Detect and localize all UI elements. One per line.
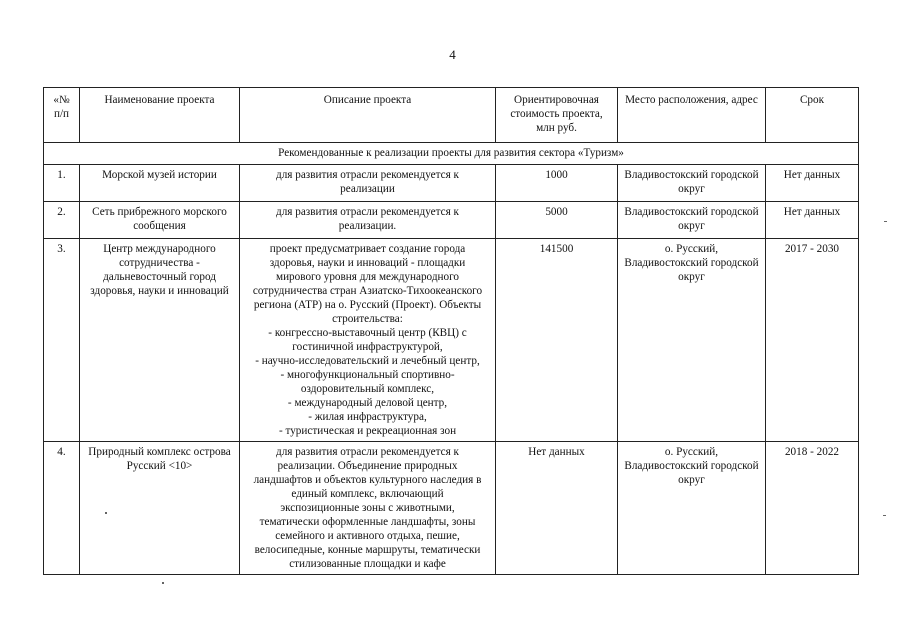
description-line: региона (АТР) на о. Русский (Проект). Объекты xyxy=(253,299,482,311)
header-description: Описание проекта xyxy=(240,88,496,143)
scan-speck xyxy=(162,582,164,584)
description-line: гостиничной инфраструктурой, xyxy=(292,341,443,353)
row-location: Владивостокский городской округ xyxy=(618,202,766,239)
row-location: о. Русский, Владивостокский городской округ xyxy=(618,442,766,575)
description-line: для развития отрасли рекомендуется к xyxy=(276,446,459,458)
description-line: - туристическая и рекреационная зон xyxy=(278,425,457,437)
row-num: 4. xyxy=(44,442,80,575)
row-cost: 1000 xyxy=(496,165,618,202)
description-line: мирового уровня для международного xyxy=(275,271,460,283)
row-term: 2017 - 2030 xyxy=(766,239,859,442)
description-line: - многофункциональный спортивно- xyxy=(280,369,455,381)
description-line: сотрудничества стран Азиатско-Тихоокеанского xyxy=(252,285,483,297)
row-term: 2018 - 2022 xyxy=(766,442,859,575)
scan-speck xyxy=(105,512,107,514)
header-num: «№ п/п xyxy=(44,88,80,143)
table-row xyxy=(44,442,859,575)
description-line: экспозиционные зоны с животными, xyxy=(280,502,455,514)
section-row xyxy=(44,143,859,165)
description-line: велосипедные, конные маршруты, тематически xyxy=(254,544,481,556)
row-name: Морской музей истории xyxy=(80,165,240,202)
section-title: Рекомендованные к реализации проекты для развития сектора «Туризм» xyxy=(44,143,859,165)
row-num: 3. xyxy=(44,239,80,442)
row-term: Нет данных xyxy=(766,202,859,239)
row-description xyxy=(240,442,496,575)
row-location: Владивостокский городской округ xyxy=(618,165,766,202)
table-row xyxy=(44,239,859,442)
table-row xyxy=(44,202,859,239)
table-row xyxy=(44,165,859,202)
description-line: - конгрессно-выставочный центр (КВЦ) с xyxy=(268,327,467,339)
description-line: - научно-исследовательский и лечебный центр, xyxy=(255,355,480,367)
row-term: Нет данных xyxy=(766,165,859,202)
scan-edge-mark xyxy=(884,221,887,222)
description-line: - жилая инфраструктура, xyxy=(308,411,427,423)
row-cost: 141500 xyxy=(496,239,618,442)
header-term: Срок xyxy=(766,88,859,143)
description-line: здоровья, науки и инноваций - площадки xyxy=(269,257,466,269)
description-line: реализации xyxy=(340,183,395,195)
description-line: для развития отрасли рекомендуется к xyxy=(276,169,459,181)
description-line: тематически оформленные ландшафты, зоны xyxy=(259,516,476,528)
row-name: Центр международного сотрудничества - дальневосточный город здоровья, науки и инноваций xyxy=(80,239,240,442)
row-cost: 5000 xyxy=(496,202,618,239)
row-description xyxy=(240,165,496,202)
row-num: 2. xyxy=(44,202,80,239)
header-row xyxy=(44,88,859,143)
description-line: единый комплекс, включающий xyxy=(291,488,444,500)
description-line: для развития отрасли рекомендуется к xyxy=(276,206,459,218)
header-location: Место расположения, адрес xyxy=(618,88,766,143)
row-name: Сеть прибрежного морского сообщения xyxy=(80,202,240,239)
description-line: семейного и активного отдыха, пешие, xyxy=(275,530,460,542)
header-cost: Ориентировочная стоимость проекта, млн руб. xyxy=(496,88,618,143)
description-line: реализации. xyxy=(338,220,397,232)
description-line: строительства: xyxy=(332,313,403,325)
header-name: Наименование проекта xyxy=(80,88,240,143)
description-line: реализации. Объединение природных xyxy=(277,460,458,472)
row-location: о. Русский, Владивостокский городской округ xyxy=(618,239,766,442)
row-num: 1. xyxy=(44,165,80,202)
description-line: стилизованные площадки и кафе xyxy=(289,558,446,570)
row-description xyxy=(240,239,496,442)
scan-edge-mark xyxy=(883,515,886,516)
projects-table xyxy=(43,87,859,575)
row-name: Природный комплекс острова Русский <10> xyxy=(80,442,240,575)
row-description xyxy=(240,202,496,239)
description-line: оздоровительный комплекс, xyxy=(300,383,435,395)
description-line: проект предусматривает создание города xyxy=(269,243,466,255)
description-line: ландшафтов и объектов культурного наследия в xyxy=(253,474,482,486)
row-cost: Нет данных xyxy=(496,442,618,575)
page-number: 4 xyxy=(449,47,456,62)
description-line: - международный деловой центр, xyxy=(287,397,448,409)
